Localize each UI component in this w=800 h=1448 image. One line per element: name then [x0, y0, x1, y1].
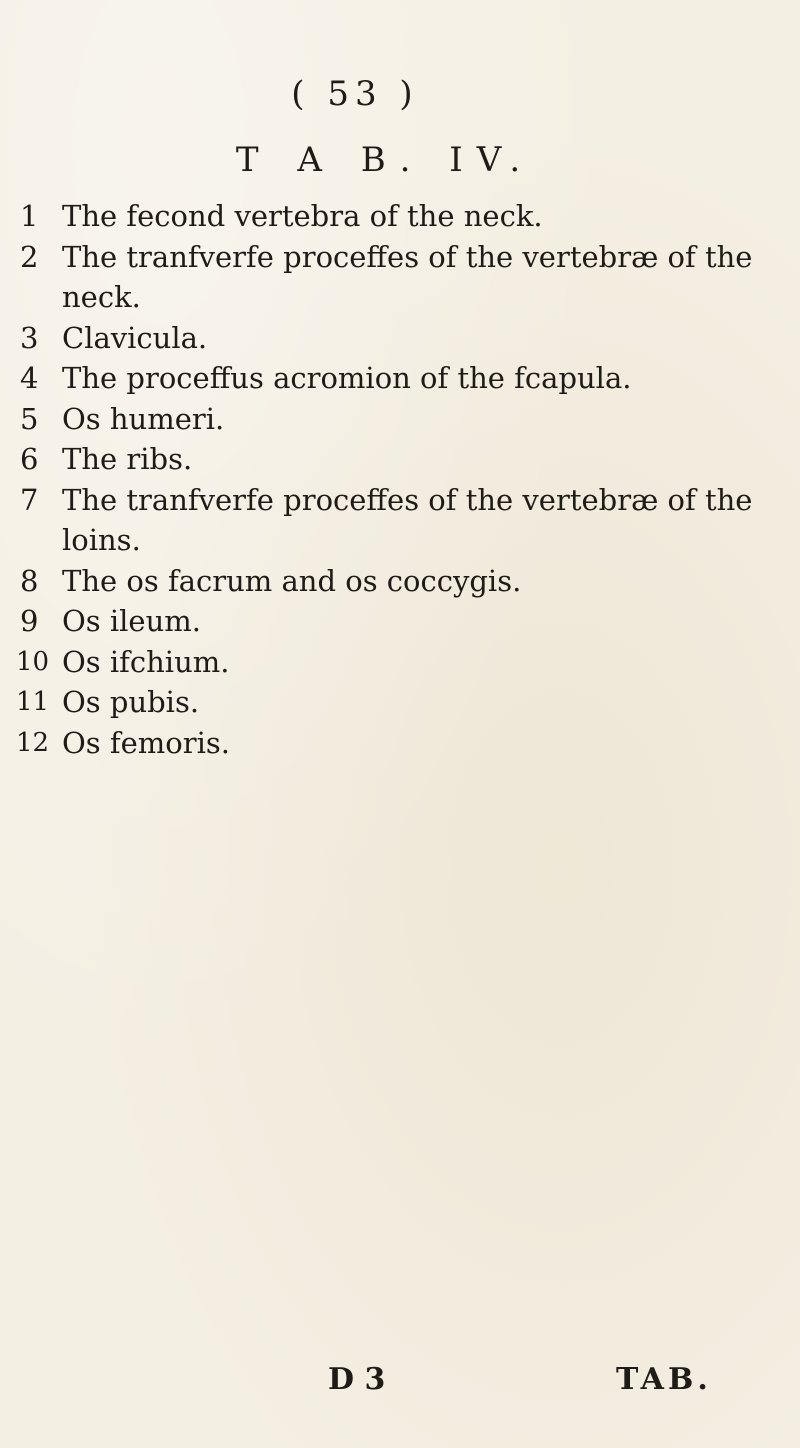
figure-legend	[16, 196, 760, 763]
legend-number: 7	[20, 482, 39, 517]
legend-item	[16, 682, 760, 723]
signature-mark: D 3	[328, 1362, 386, 1397]
legend-item	[20, 601, 760, 642]
legend-number: 1	[20, 199, 39, 233]
legend-text: Os ifchium.	[62, 644, 230, 679]
legend-item	[20, 318, 760, 359]
legend-item	[20, 358, 760, 399]
legend-item	[20, 196, 760, 237]
legend-text: The fecond vertebra of the neck.	[62, 199, 543, 233]
legend-number: 2	[20, 239, 39, 274]
legend-text: The os facrum and os coccygis.	[62, 563, 522, 598]
legend-text: Os pubis.	[62, 685, 200, 719]
legend-number: 9	[20, 604, 39, 638]
legend-number: 12	[16, 727, 50, 758]
legend-text: The tranfverfe proceffes of the vertebræ of the neck.	[62, 239, 753, 314]
legend-item	[20, 561, 760, 602]
legend-item	[20, 399, 760, 440]
legend-number: 4	[20, 361, 39, 395]
legend-number: 5	[20, 401, 39, 436]
page-number: ( 53 )	[291, 74, 419, 114]
legend-text: The tranfverfe proceffes of the vertebræ of the loins.	[62, 482, 753, 557]
catchword: TAB.	[616, 1362, 712, 1397]
legend-text: Os femoris.	[62, 725, 230, 760]
legend-number: 8	[20, 563, 39, 598]
legend-item	[20, 480, 760, 561]
legend-item	[20, 237, 760, 318]
legend-number: 10	[16, 646, 50, 677]
legend-item	[20, 439, 760, 480]
legend-text: Os humeri.	[62, 401, 225, 436]
legend-number: 11	[16, 687, 50, 717]
legend-number: 3	[20, 320, 39, 355]
legend-number: 6	[20, 442, 39, 476]
plate-title: T A B. IV.	[235, 140, 535, 180]
legend-item	[16, 723, 760, 764]
legend-text: Os ileum.	[62, 604, 201, 638]
legend-item	[16, 642, 760, 683]
legend-text: The proceffus acromion of the fcapula.	[62, 361, 632, 395]
legend-text: Clavicula.	[62, 320, 208, 355]
legend-text: The ribs.	[62, 442, 193, 476]
